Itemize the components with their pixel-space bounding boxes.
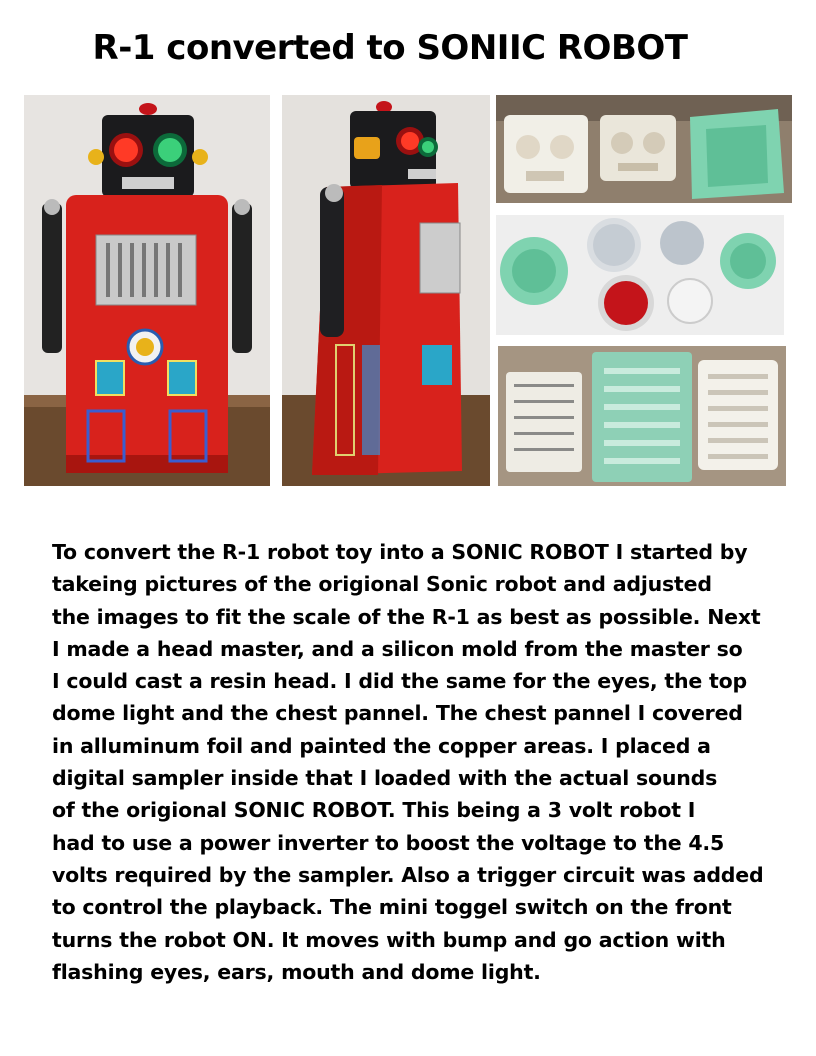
eye-dome-molds-photo xyxy=(496,215,784,335)
body-line: I made a head master, and a silicon mold from the master so xyxy=(52,636,743,661)
robot-front-photo xyxy=(24,95,270,486)
body-line: flashing eyes, ears, mouth and dome light. xyxy=(52,959,541,984)
body-line: takeing pictures of the origional Sonic robot and adjusted xyxy=(52,572,712,597)
body-line: of the origional SONIC ROBOT. This being a 3 volt robot I xyxy=(52,798,696,823)
body-line: the images to fit the scale of the R-1 as best as possible. Next xyxy=(52,604,761,629)
chest-panel-molds-photo xyxy=(498,346,786,486)
body-line: I could cast a resin head. I did the same for the eyes, the top xyxy=(52,669,747,694)
head-mold-photo xyxy=(496,95,792,203)
body-line: to control the playback. The mini toggel switch on the front xyxy=(52,895,732,920)
body-line: volts required by the sampler. Also a trigger circuit was added xyxy=(52,862,764,887)
body-line: digital sampler inside that I loaded with the actual sounds xyxy=(52,766,718,791)
body-line: in alluminum foil and painted the copper areas. I placed a xyxy=(52,733,711,758)
body-line: turns the robot ON. It moves with bump and go action with xyxy=(52,927,726,952)
body-line: had to use a power inverter to boost the voltage to the 4.5 xyxy=(52,830,725,855)
body-text xyxy=(52,536,782,988)
body-line: To convert the R-1 robot toy into a SONIC ROBOT I started by xyxy=(52,540,748,564)
page-title: R-1 converted to SONIIC ROBOT xyxy=(92,28,688,68)
robot-side-photo xyxy=(282,95,490,486)
body-line: dome light and the chest pannel. The chest pannel I covered xyxy=(52,701,743,726)
